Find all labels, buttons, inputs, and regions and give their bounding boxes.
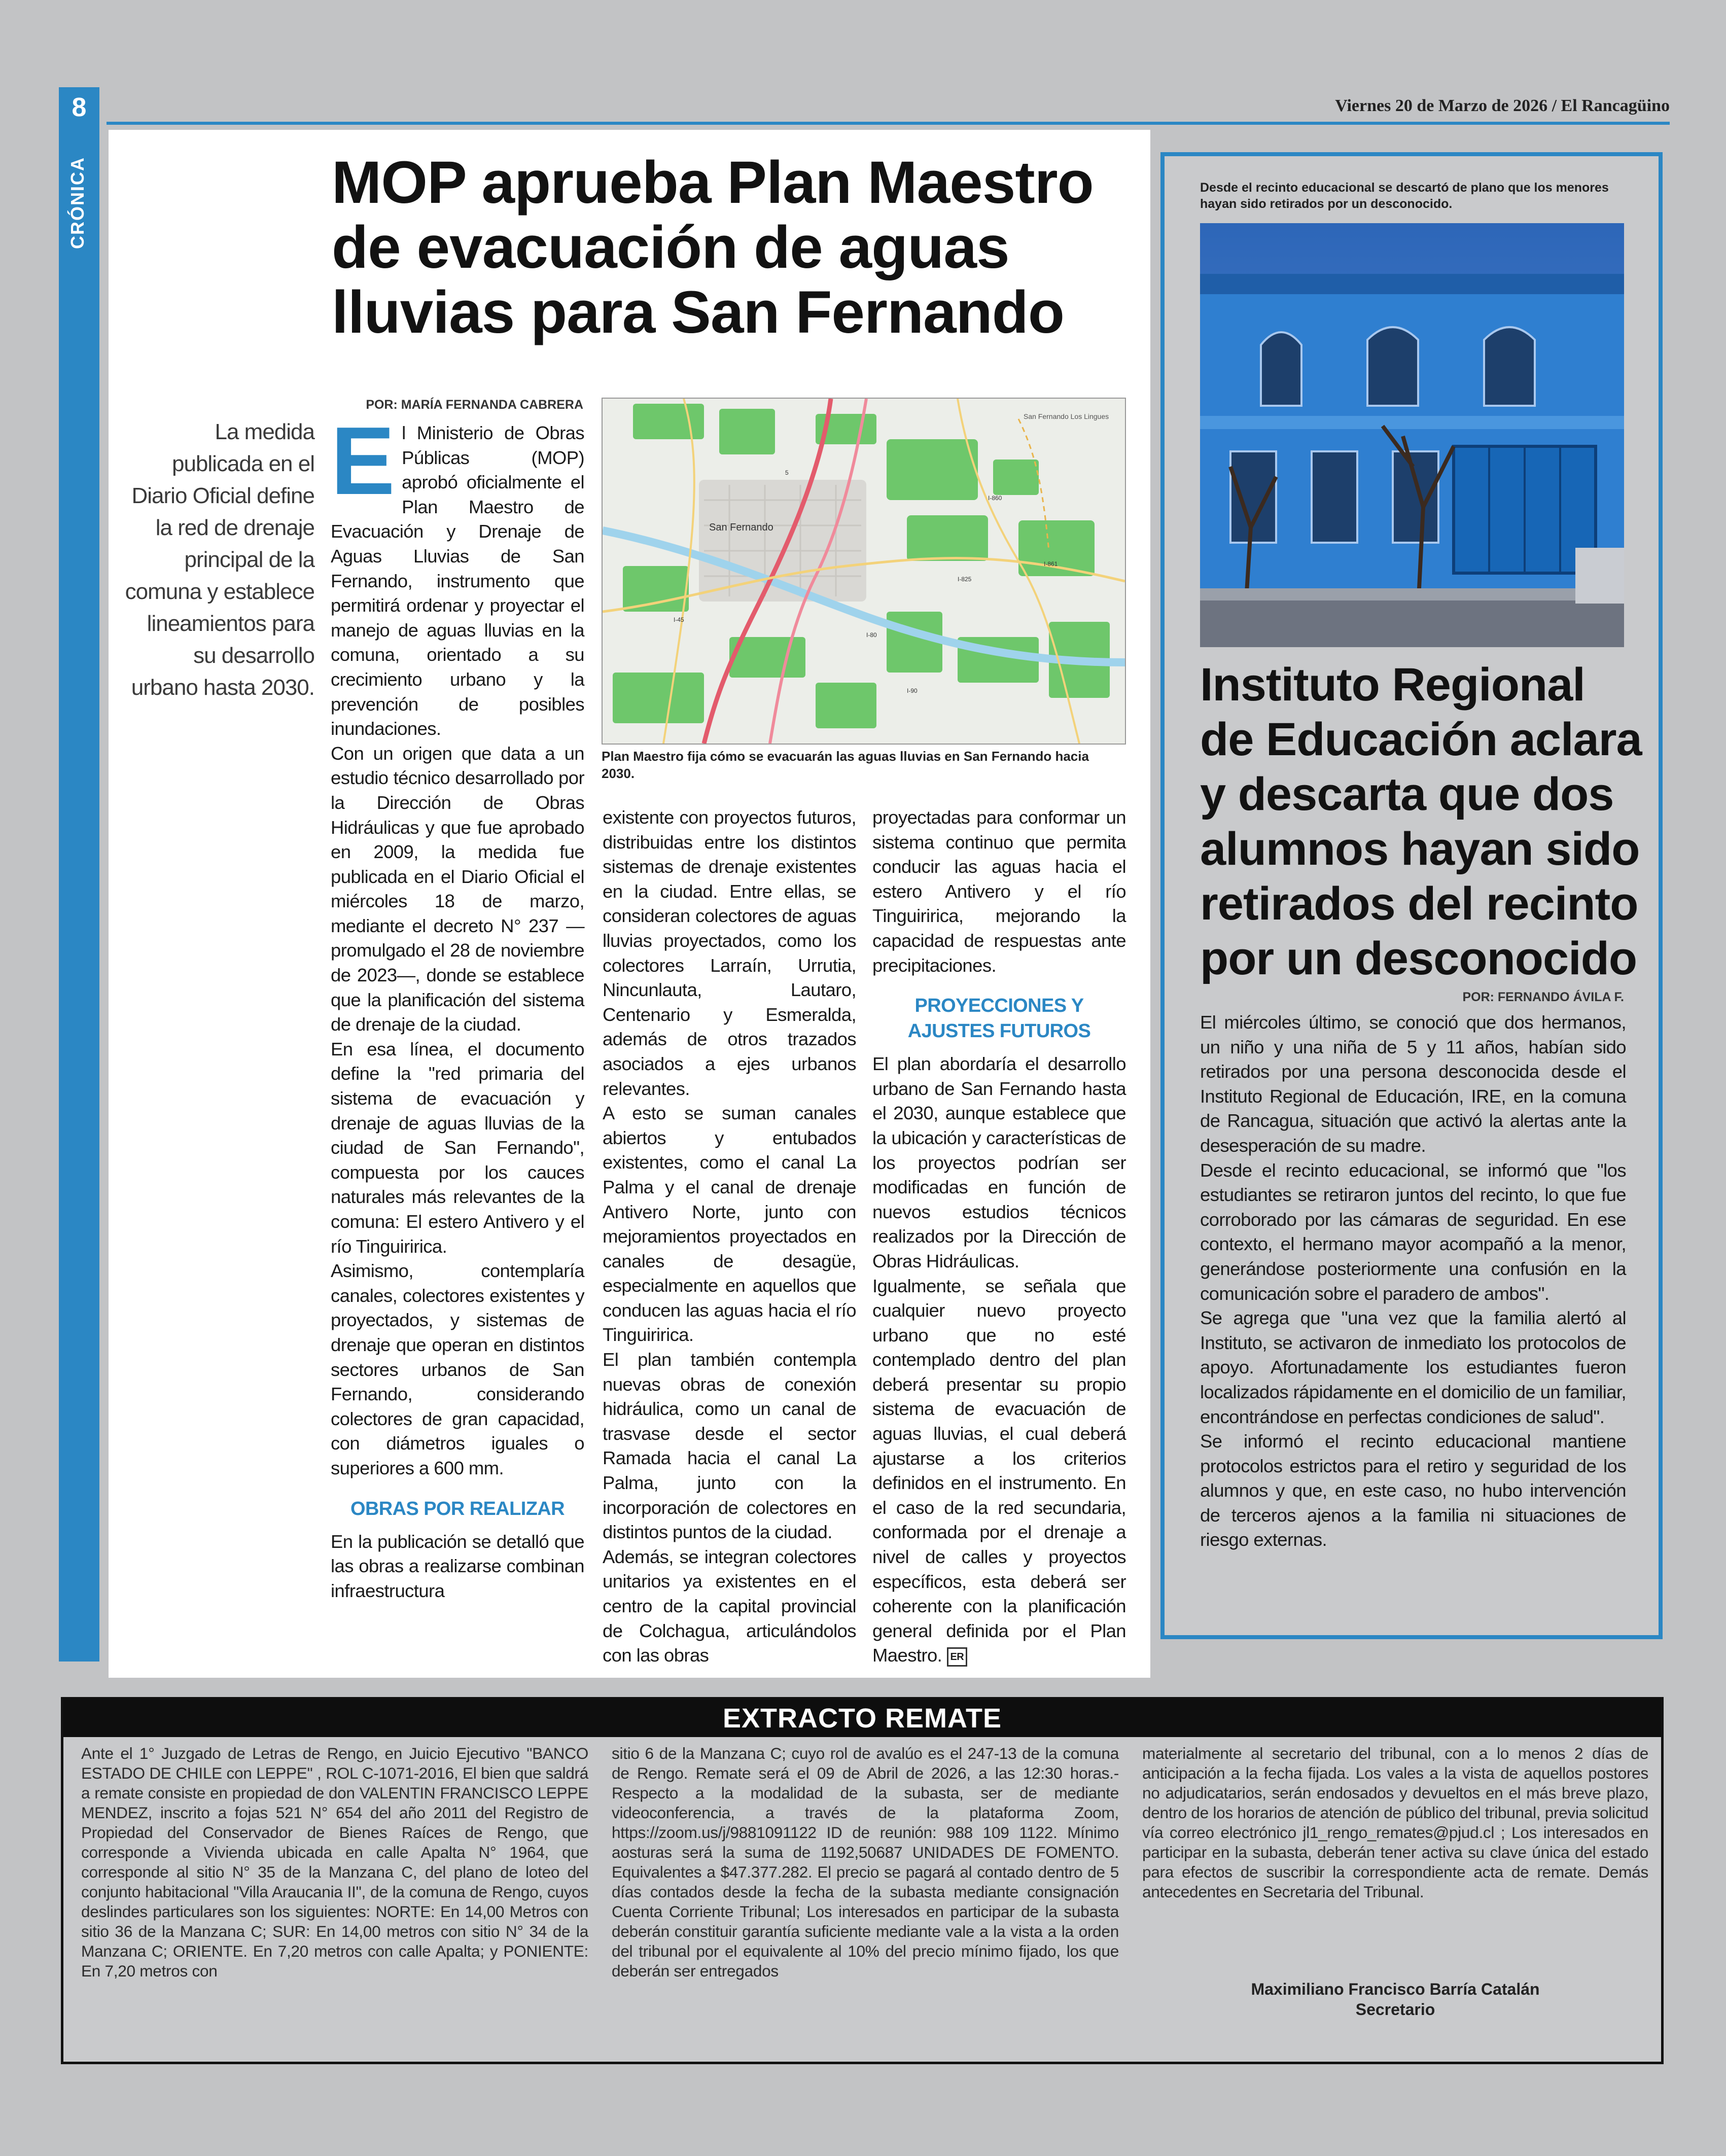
road-label: I-45 xyxy=(674,616,684,623)
remate-column-1: Ante el 1° Juzgado de Letras de Rengo, en Juicio Ejecutivo "BANCO ESTADO DE CHILE con LEPPE" , ROL C-1071-2016, El bien que saldrá a remate consiste en propiedad de don VALENTIN FRANCISCO LEPPE MENDEZ, inscrito a fojas 521 N° 654 del año 2011 del Registro de Propiedad del Conservador de Bienes Raíces de Rengo, que corresponde a Vivienda ubicada en calle Apalta N° 1964, que corresponde al sitio N° 35 de la Manzana C, del plano de loteo del conjunto habitacional "Villa Araucania II", de la comuna de Rengo, cuyos deslindes particulares son los siguientes: NORTE: En 14,00 Metros con sitio 36 de la Manzana C; SUR: En 14,00 metros con sitio N° 34 de la Manzana C; ORIENTE. En 7,20 metros con calle Apalta; y PONIENTE: En 7,20 metros con xyxy=(81,1744,588,1980)
paragraph: El plan abordaría el desarrollo urbano de San Fernando hasta el 2030, aunque establece que la ubicación y características de los proyectos podrían ser modificadas en función de nuevos estudios técnicos realizados por la Dirección de Obras Hidráulicas. xyxy=(872,1053,1126,1271)
subheading-obras: OBRAS POR REALIZAR xyxy=(350,1498,565,1519)
paragraph: El miércoles último, se conoció que dos hermanos, un niño y una niña de 5 y 11 años, habían sido retirados por una persona desconocida desde el Instituto Regional de Educación, IRE, en la comuna de Rancagua, situación que activó la alertas ante la desesperación de su madre. xyxy=(1200,1012,1626,1156)
map-graphic xyxy=(603,399,1125,744)
paragraph: En esa línea, el documento define la "red primaria del sistema de evacuación y drenaje de aguas lluvias de la ciudad de San Fernando", compuesta por los cauces naturales más relevantes de la comuna: El estero Antivero y el río Tinguiririca. xyxy=(331,1038,584,1257)
side-article-body xyxy=(1200,1010,1626,1552)
section-label: CRÓNICA xyxy=(67,157,88,249)
paragraph: existente con proyectos futuros, distribuidas entre los distintos sistemas de drenaje existentes en la ciudad. Entre ellas, se consideran colectores de aguas lluvias proyectados, como los colectores Larraín, Urrutia, Nincunlauta, Lautaro, Centenario y Esmeralda, además de otros trazados asociados a ejes urbanos relevantes. xyxy=(603,807,856,1099)
paragraph xyxy=(872,1274,1126,1669)
dateline: Viernes 20 de Marzo de 2026 / El Rancagüino xyxy=(1335,96,1670,115)
paragraph: Se agrega que "una vez que la familia alertó al Instituto, se activaron de inmediato los protocolos de apoyo. Afortunadamente los estudiantes fueron localizados rápidamente en el domicilio de un familiar, encontrándose en perfectas condiciones de salud". xyxy=(1200,1307,1626,1427)
article-headline: MOP aprueba Plan Maestro de evacuación de aguas lluvias para San Fernando xyxy=(332,149,1094,346)
paragraph-text: Igualmente, se señala que cualquier nuevo proyecto urbano que no esté contemplado dentro del plan deberá presentar su propio sistema de evacuación de aguas lluvias, el cual deberá ajustarse a los criterios definidos en el instrumento. En el caso de la red secundaria, conformada por el drenaje a nivel de calles y proyectos específicos, esta deberá ser coherente con la planificación general definida por el Plan Maestro. xyxy=(872,1275,1126,1666)
paragraph: proyectadas para conformar un sistema continuo que permita conducir las aguas hacia el estero Antivero y el río Tinguiririca, mejorando la capacidad de respuestas ante precipitaciones. xyxy=(872,807,1126,976)
road-label: I-90 xyxy=(907,687,918,694)
remate-signature xyxy=(1142,1979,1648,2020)
lead-paragraph xyxy=(331,407,584,741)
school-building-photo xyxy=(1200,223,1624,647)
paragraph: Se informó el recinto educacional mantiene protocolos estrictos para el retiro y seguridad de los alumnos y que, en este caso, no hubo intervención de terceros ajenos a la familia ni situaciones de riesgo externas. xyxy=(1200,1431,1626,1550)
article-column-3 xyxy=(872,805,1126,1668)
header-rule xyxy=(107,122,1670,125)
article-column-2 xyxy=(603,805,856,1668)
article-byline: POR: MARÍA FERNANDA CABRERA xyxy=(366,398,583,412)
end-mark-icon: ER xyxy=(947,1647,967,1667)
road-label: 5 xyxy=(785,469,789,476)
page-number: 8 xyxy=(72,93,87,122)
paragraph-text: l Ministerio de Obras Públicas (MOP) aprobó oficialmente el Plan Maestro de Evacuación y Drenaje de Aguas Lluvias de San Fernando, instrumento que permitirá ordenar y proyectar el manejo de aguas lluvias en la comuna, orientado a su crecimiento urbano y la prevención de posibles inundaciones. xyxy=(331,422,584,739)
remate-column-3: materialmente al secretario del tribunal, con a lo menos 2 días de anticipación a la fecha fijada. Los vales a la vista de aquellos postores no adjudicatarios, serán endosados y devueltos en el más breve plazo, dentro de los horarios de atención de público del tribunal, previa solicitud vía correo electrónico jl1_rengo_remates@pjud.cl ; Los interesados en participar en la subasta, deberán tener activa su clave única del estado para efectos de suscribir la correspondiente acta de remate. Demás antecedentes en Secretaria del Tribunal. xyxy=(1142,1744,1648,1901)
remate-column-2: sitio 6 de la Manzana C; cuyo rol de avalúo es el 247-13 de la comuna de Rengo. Remate será el 09 de Abril de 2026, a las 12:30 horas.- Respecto a la modalidad de la subasta, ser de mediante videoconferencia, a través de la plataforma Zoom, https://zoom.us/j/9881091122 ID de reunión: 988 109 1122. Mínimo aosturas será la suma de 1192,50687 UNIDADES DE FOMENTO. Equivalentes a $47.377.282. El precio se pagará al contado dentro de 5 días contados desde la fecha de la subasta mediante consignación Cuenta Corriente Tribunal; Los interesados en participar de la subasta deberán constituir garantía suficiente mediante vale a la vista a la orden del tribunal por el equivalente al 10% del precio mínimo fijado, los que deberán ser entregados xyxy=(612,1744,1119,1980)
section-strip xyxy=(59,87,99,1662)
map-label-city: San Fernando xyxy=(709,522,773,533)
paragraph: El plan también contempla nuevas obras de conexión hidráulica, como un canal de trasvase desde el sector Ramada hacia el canal La Palma, junto con la incorporación de colectores en distintos puntos de la ciudad. xyxy=(603,1349,856,1543)
paragraph: En la publicación se detalló que las obras a realizarse combinan infraestructura xyxy=(331,1531,584,1601)
road-label: I-825 xyxy=(958,576,972,583)
paragraph: Desde el recinto educacional, se informó que "los estudiantes se retiraron juntos del recinto, lo que fue corroborado por las cámaras de seguridad. En ese contexto, el hermano mayor acompañó a la menor, generándose posteriormente una confusión en la comunicación sobre el paradero de ambos". xyxy=(1200,1159,1626,1304)
article-summary: La medida publicada en el Diario Oficial define la red de drenaje principal de la comuna y establece lineamientos para su desarrollo urbano hasta 2030. xyxy=(125,419,314,700)
paragraph: A esto se suman canales abiertos y entubados existentes, como el canal La Palma y el canal de drenaje Antivero Norte, junto con mejoramientos proyectados en canales de desagüe, especialmente en aquellos que conducen las aguas hacia el río Tinguiririca. xyxy=(603,1103,856,1346)
road-label: I-860 xyxy=(988,494,1002,502)
map-label-top-right: San Fernando Los Lingues xyxy=(1024,412,1109,420)
drainage-map xyxy=(602,398,1126,745)
paragraph: Asimismo, contemplaría canales, colectores existentes y proyectados, y sistemas de drenaje que operan en distintos sectores urbanos de San Fernando, considerando colectores de gran capacidad, con diámetros iguales o superiores a 600 mm. xyxy=(331,1260,584,1478)
photo-caption: Desde el recinto educacional se descartó de plano que los menores hayan sido retirados por un desconocido. xyxy=(1200,181,1609,211)
road-label: I-80 xyxy=(866,631,877,639)
subheading-proyecciones: PROYECCIONES Y AJUSTES FUTUROS xyxy=(907,995,1091,1042)
road-label: I-861 xyxy=(1044,560,1058,568)
drop-cap: E xyxy=(331,407,395,515)
signer-role: Secretario xyxy=(1355,2000,1435,2019)
signer-name: Maximiliano Francisco Barría Catalán xyxy=(1251,1980,1540,1998)
map-caption: Plan Maestro fija cómo se evacuarán las aguas lluvias en San Fernando hacia 2030. xyxy=(602,749,1089,781)
paragraph: Con un origen que data a un estudio técnico desarrollado por la Dirección de Obras Hidráulicas y que fue aprobado en 2009, la medida fue publicada en el Diario Oficial el miércoles 18 de marzo, mediante el decreto N° 237 —promulgado el 28 de noviembre de 2023—, donde se establece que la planificación del sistema de drenaje de la ciudad. xyxy=(331,743,584,1035)
side-headline: Instituto Regional de Educación aclara y descarta que dos alumnos hayan sido retirados del recinto por un desconocido xyxy=(1200,659,1642,984)
side-byline: POR: FERNANDO ÁVILA F. xyxy=(1462,990,1624,1004)
remate-heading: EXTRACTO REMATE xyxy=(63,1700,1661,1737)
article-column-1 xyxy=(331,407,584,1603)
photo-graphic xyxy=(1200,223,1624,647)
paragraph: Además, se integran colectores unitarios ya existentes en el centro de la capital provincial de Colchagua, articulándolos con las obras xyxy=(603,1546,856,1666)
